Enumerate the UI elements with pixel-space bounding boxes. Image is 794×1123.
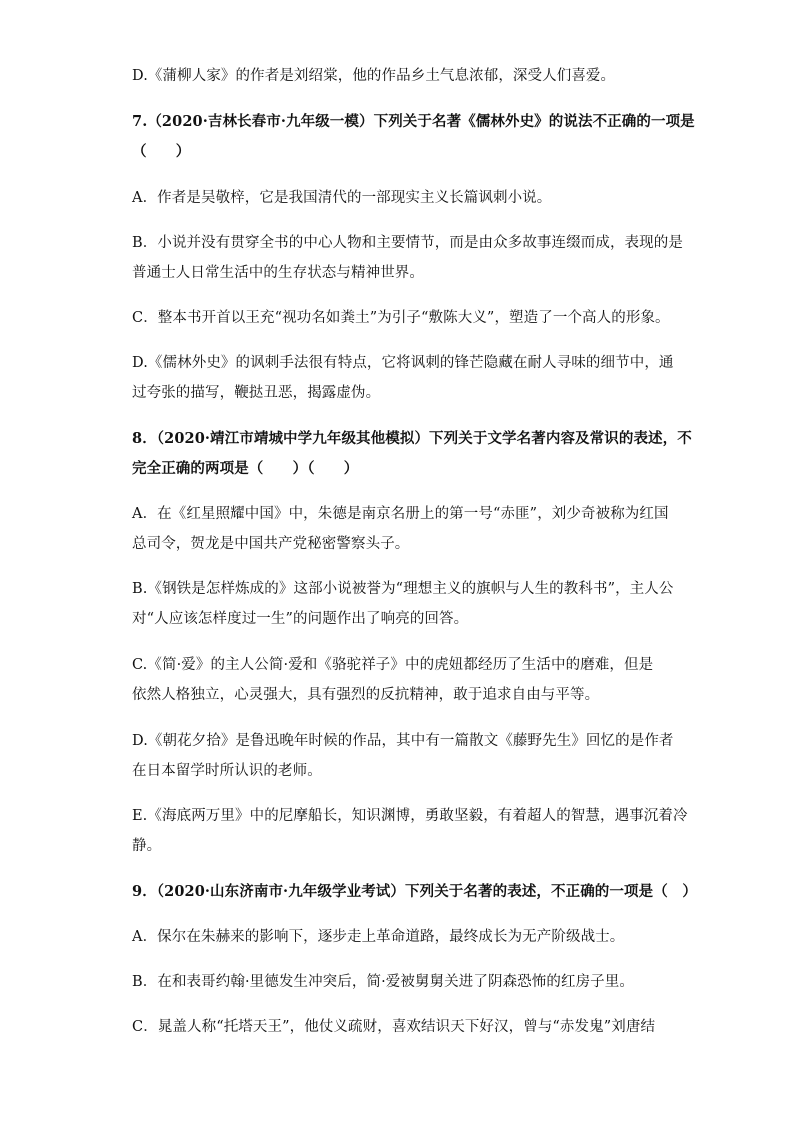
option-c-q8-line2: 依然人格独立，心灵强大，具有强烈的反抗精神，敢于追求自由与平等。 <box>132 687 600 703</box>
question-8-stem-line2: 完全正确的两项是（ ）（ ） <box>132 460 359 477</box>
option-c-q8-line1: C.《简·爱》的主人公简·爱和《骆驼祥子》中的虎妞都经历了生活中的磨难，但是 <box>132 657 654 673</box>
option-d-q7-line2: 过夸张的描写，鞭挞丑恶，揭露虚伪。 <box>132 385 381 401</box>
option-c-q7: C．整本书开首以王充“视功名如粪土”为引子“敷陈大义”，塑造了一个高人的形象。 <box>132 310 670 326</box>
question-7-bracket: （ ） <box>132 143 191 160</box>
question-9-stem: 9．（2020·山东济南市·九年级学业考试）下列关于名著的表述，不正确的一项是（ ） <box>132 883 697 900</box>
option-d-q8-line2: 在日本留学时所认识的老师。 <box>132 763 322 779</box>
option-b-q9: B．在和表哥约翰·里德发生冲突后，简·爱被舅舅关进了阴森恐怖的红房子里。 <box>132 974 634 990</box>
option-e-q8-line1: E.《海底两万里》中的尼摩船长，知识渊博，勇敢坚毅，有着超人的智慧，遇事沉着冷 <box>132 808 688 824</box>
question-8-stem: 8．（2020·靖江市靖城中学九年级其他模拟）下列关于文学名著内容及常识的表述，不 <box>132 430 692 447</box>
option-a-q9: A．保尔在朱赫来的影响下，逐步走上革命道路，最终成长为无产阶级战士。 <box>132 929 625 945</box>
option-c-q9: C．晁盖人称“托塔天王”，他仗义疏财，喜欢结识天下好汉，曾与“赤发鬼”刘唐结 <box>132 1019 656 1035</box>
option-e-q8-line2: 静。 <box>132 838 162 854</box>
option-b-q7-line1: B．小说并没有贯穿全书的中心人物和主要情节，而是由众多故事连缀而成，表现的是 <box>132 235 683 251</box>
option-a-q8-line2: 总司令，贺龙是中国共产党秘密警察头子。 <box>132 536 410 552</box>
option-d-q7-line1: D.《儒林外史》的讽刺手法很有特点，它将讽刺的锋芒隐藏在耐人寻味的细节中，通 <box>132 355 674 371</box>
option-b-q8-line2: 对“人应该怎样度过一生”的问题作出了响亮的回答。 <box>132 611 469 627</box>
option-b-q7-line2: 普通士人日常生活中的生存状态与精神世界。 <box>132 265 424 281</box>
option-b-q8-line1: B.《钢铁是怎样炼成的》这部小说被誉为“理想主义的旗帜与人生的教科书”，主人公 <box>132 581 674 597</box>
option-d-q8-line1: D.《朝花夕拾》是鲁迅晚年时候的作品，其中有一篇散文《藤野先生》回忆的是作者 <box>132 733 674 749</box>
option-d-q6: D.《蒲柳人家》的作者是刘绍棠，他的作品乡土气息浓郁，深受人们喜爱。 <box>132 68 616 84</box>
option-a-q8-line1: A．在《红星照耀中国》中，朱德是南京名册上的第一号“赤匪”，刘少奇被称为红国 <box>132 506 669 522</box>
option-a-q7: A．作者是吴敬梓，它是我国清代的一部现实主义长篇讽刺小说。 <box>132 190 552 206</box>
question-7-stem: 7.（2020·吉林长春市·九年级一模）下列关于名著《儒林外史》的说法不正确的一项是 <box>132 113 695 130</box>
